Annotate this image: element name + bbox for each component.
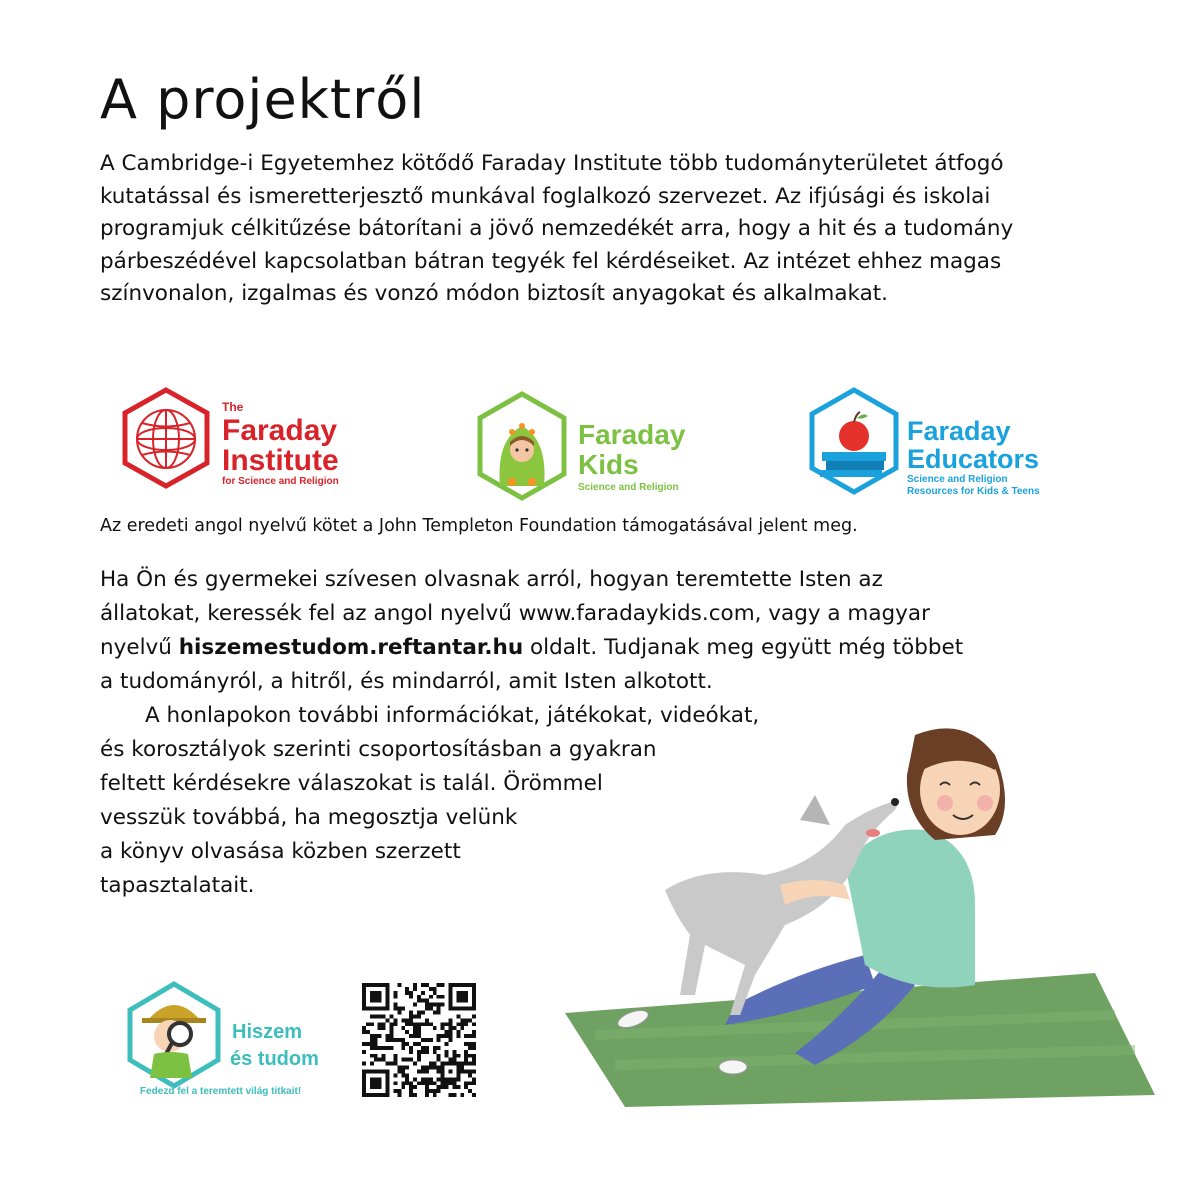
educators-sub2: Resources for Kids & Teens (907, 486, 1040, 497)
paragraph-2-line5: a könyv olvasása közben szerzett (100, 839, 461, 864)
child-in-dinosaur-costume-icon (499, 423, 544, 486)
child-with-magnifier-icon (142, 1005, 206, 1078)
paragraph-2-line3: feltett kérdésekre válaszokat is talál. Örömmel (100, 771, 603, 796)
paragraph-1-part2: oldalt. Tudjanak meg együtt még többet a tudományról, a hitről, és mindarról, amit Isten alkotott. (100, 635, 964, 694)
paragraph-1 (100, 563, 980, 699)
institute-line1: Faraday (222, 414, 338, 447)
institute-sub: for Science and Religion (222, 476, 339, 487)
faraday-educators-logo (804, 386, 1064, 498)
page-title: A projektről (100, 68, 426, 131)
website-link[interactable]: hiszemestudom.reftantar.hu (178, 635, 524, 660)
intro-paragraph: A Cambridge-i Egyetemhez kötődő Faraday Institute több tudományterületet átfogó kutatással és ismeretterjesztő munkával foglalkozó szervezet. Az ifjúsági és iskolai programjuk célkitűzése bátorítani a jövő nemzedékét arra, hogy a hit és a tudomány párbeszédével kapcsolatban bátran tegyék fel kérdéseiket. Az intézet ehhez magas színvonalon, izgalmas és vonzó módon biztosít anyagokat és alkalmakat. (100, 151, 1014, 306)
qr-code[interactable] (362, 983, 476, 1101)
paragraph-2-line2: és korosztályok szerinti csoportosításban a gyakran (100, 737, 657, 762)
girl-and-dog-illustration (555, 715, 1165, 1119)
educators-line2: Educators (907, 444, 1040, 474)
educators-sub1: Science and Religion (907, 474, 1008, 485)
paragraph-2-line1: A honlapokon további információkat, játékokat, videókat, (145, 703, 760, 728)
institute-the: The (222, 400, 244, 414)
apple-on-books-icon (820, 412, 886, 477)
faraday-kids-logo (472, 390, 712, 505)
hiszem-line2: és tudom (230, 1048, 319, 1070)
kids-sub: Science and Religion (578, 482, 679, 493)
kids-line2: Kids (578, 449, 639, 480)
faraday-institute-logo (118, 386, 358, 494)
funding-caption: Az eredeti angol nyelvű kötet a John Templeton Foundation támogatásával jelent meg. (100, 516, 858, 536)
paragraph-1-part1: Ha Ön és gyermekei szívesen olvasnak arról, hogyan teremtette Isten az állatokat, keressék fel az angol nyelvű www.faradaykids.com, vagy a magyar nyelvű (100, 567, 930, 660)
hiszem-line1: Hiszem (232, 1021, 303, 1043)
hiszem-es-tudom-logo (112, 980, 342, 1100)
paragraph-2-line6: tapasztalatait. (100, 873, 255, 898)
institute-line2: Institute (222, 444, 339, 477)
educators-line1: Faraday (907, 416, 1011, 446)
hiszem-sub: Fedezd fel a teremtett világ titkait! (140, 1086, 302, 1097)
globe-icon (137, 410, 195, 468)
kids-line1: Faraday (578, 419, 686, 450)
paragraph-2-line4: vesszük továbbá, ha megosztja velünk (100, 805, 518, 830)
